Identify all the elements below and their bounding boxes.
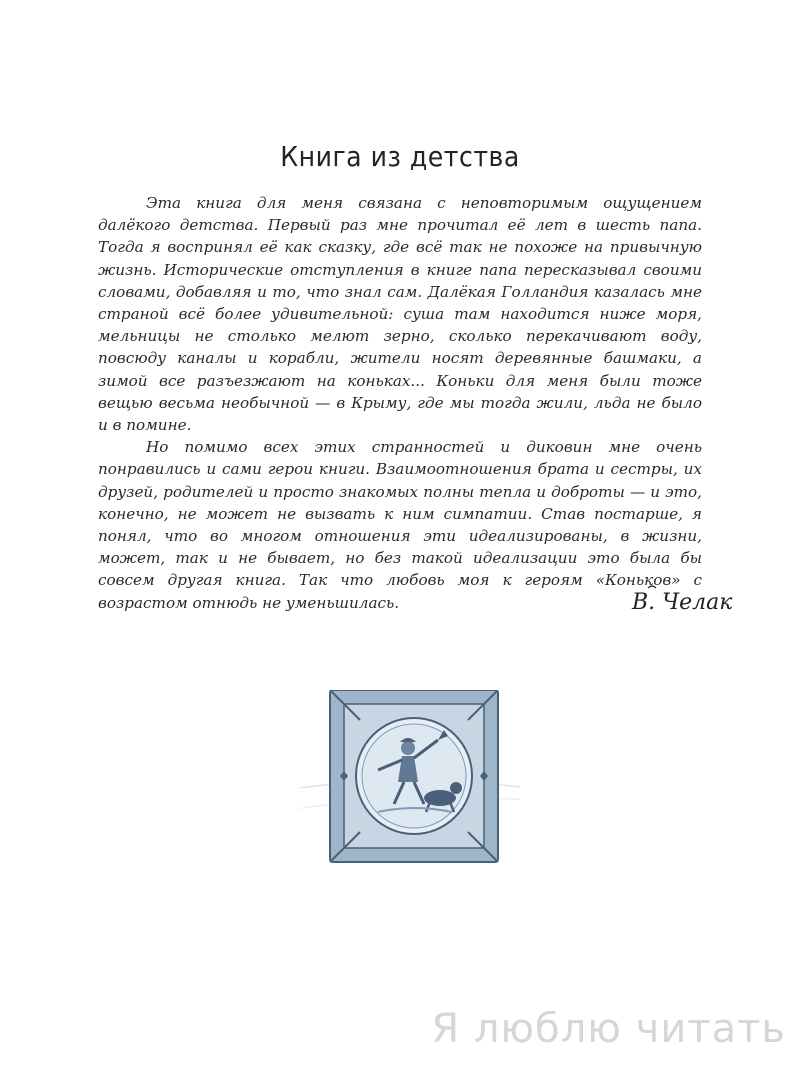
body-text [98,192,702,614]
signature-text: В. Челак [632,590,733,615]
paragraph-2: Но помимо всех этих странностей и диковин мне очень понравились и сами герои книги. Взаимоотношения брата и сестры, их друзей, родителей и просто знакомых полны тепла и доброты — и это, конечно, не может не вызвать к ним симпатии. Став постарше, я понял, что во многом отношения эти идеализированы, в жизни, может, так и не бывает, но без такой идеализации это была бы совсем другая книга. Так что любовь моя к героям «Коньков» с возрастом отнюдь не уменьшилась. [98,438,702,612]
decorative-illustration [300,690,520,870]
author-signature [618,582,758,626]
page-title: Книга из детства [280,140,520,173]
paragraph-1: Эта книга для меня связана с неповторимым ощущением далёкого детства. Первый раз мне прочитал её лет в шесть папа. Тогда я воспринял её как сказку, где всё так не похоже на привычную жизнь. Исторические отступления в книге папа пересказывал своими словами, добавляя и то, что знал сам. Далёкая Голландия казалась мне страной всё более удивительной: суша там находится ниже моря, мельницы не столько мелют зерно, сколько перекачивают воду, повсюду каналы и корабли, жители носят деревянные башмаки, а зимой все разъезжают на коньках... Коньки для меня были тоже вещью весьма необычной — в Крыму, где мы тогда жили, льда не было и в помине. [98,194,702,435]
watermark: Я люблю читать [431,1006,786,1052]
